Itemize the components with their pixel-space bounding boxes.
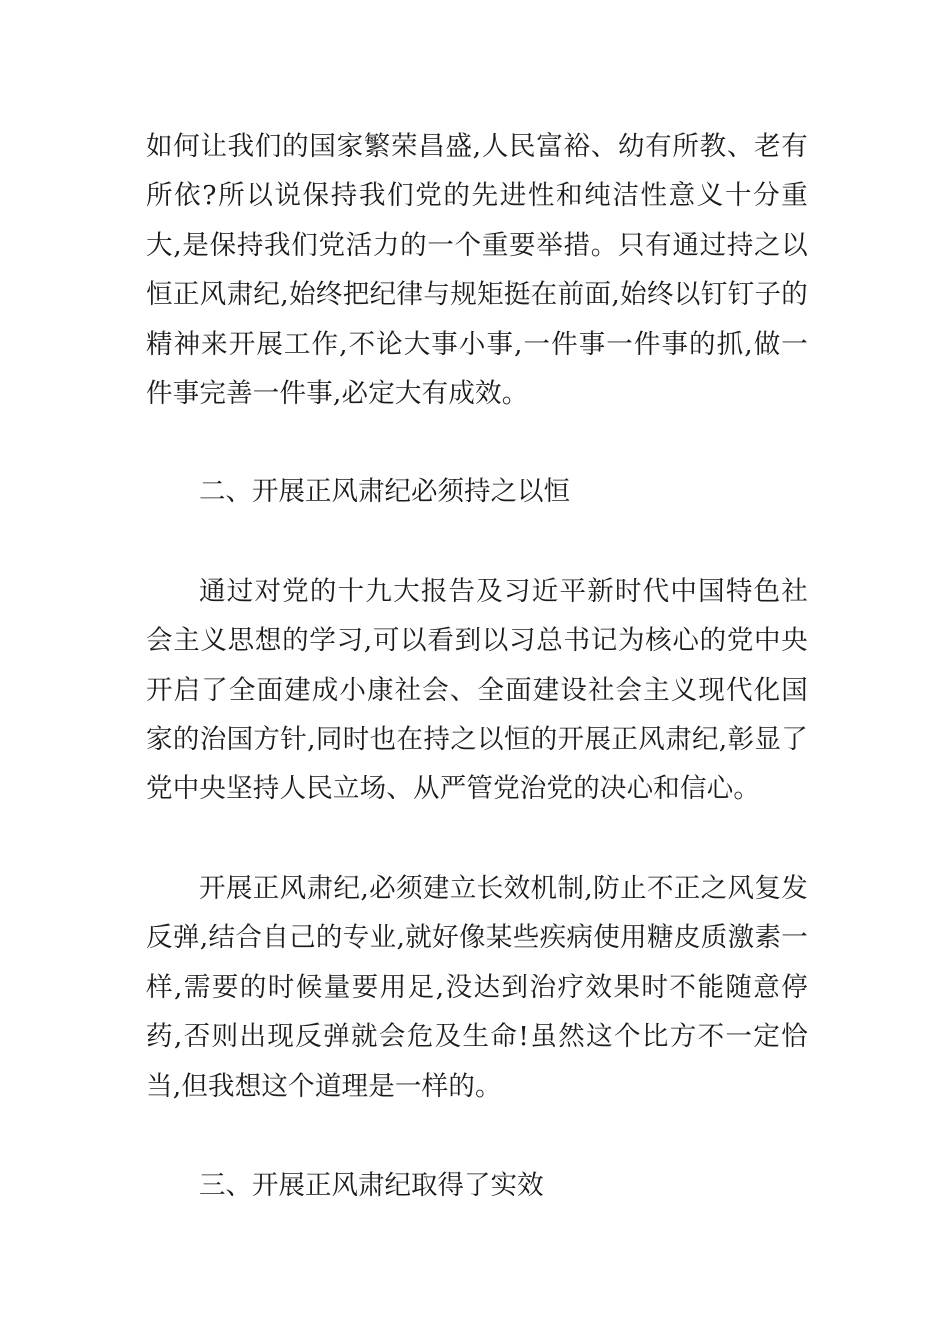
paragraph-spacer <box>146 1111 808 1161</box>
section-heading-2: 二、开展正风肃纪必须持之以恒 <box>199 476 570 508</box>
paragraph-spacer <box>146 814 808 864</box>
document-page <box>146 122 808 1210</box>
paragraph-spacer <box>146 418 808 467</box>
paragraph-2: 通过对党的十九大报告及习近平新时代中国特色社会主义思想的学习,可以看到以习总书记为核心的党中央开启了全面建成小康社会、全面建设社会主义现代化国家的治国方针,同时也在持之以恒的开展正风肃纪,彰显了党中央坚持人民立场、从严管党治党的决心和信心。 <box>146 575 808 805</box>
paragraph-spacer <box>146 517 808 567</box>
section-heading-3: 三、开展正风肃纪取得了实效 <box>199 1169 544 1201</box>
paragraph-3: 开展正风肃纪,必须建立长效机制,防止不正之风复发反弹,结合自己的专业,就好像某些疾病使用糖皮质激素一样,需要的时候量要用足,没达到治疗效果时不能随意停药,否则出现反弹就会危及生命!虽然这个比方不一定恰当,但我想这个道理是一样的。 <box>146 872 808 1102</box>
paragraph-1: 如何让我们的国家繁荣昌盛,人民富裕、幼有所教、老有所依?所以说保持我们党的先进性和纯洁性意义十分重大,是保持我们党活力的一个重要举措。只有通过持之以恒正风肃纪,始终把纪律与规矩挺在前面,始终以钉钉子的精神来开展工作,不论大事小事,一件事一件事的抓,做一件事完善一件事,必定大有成效。 <box>146 131 808 410</box>
